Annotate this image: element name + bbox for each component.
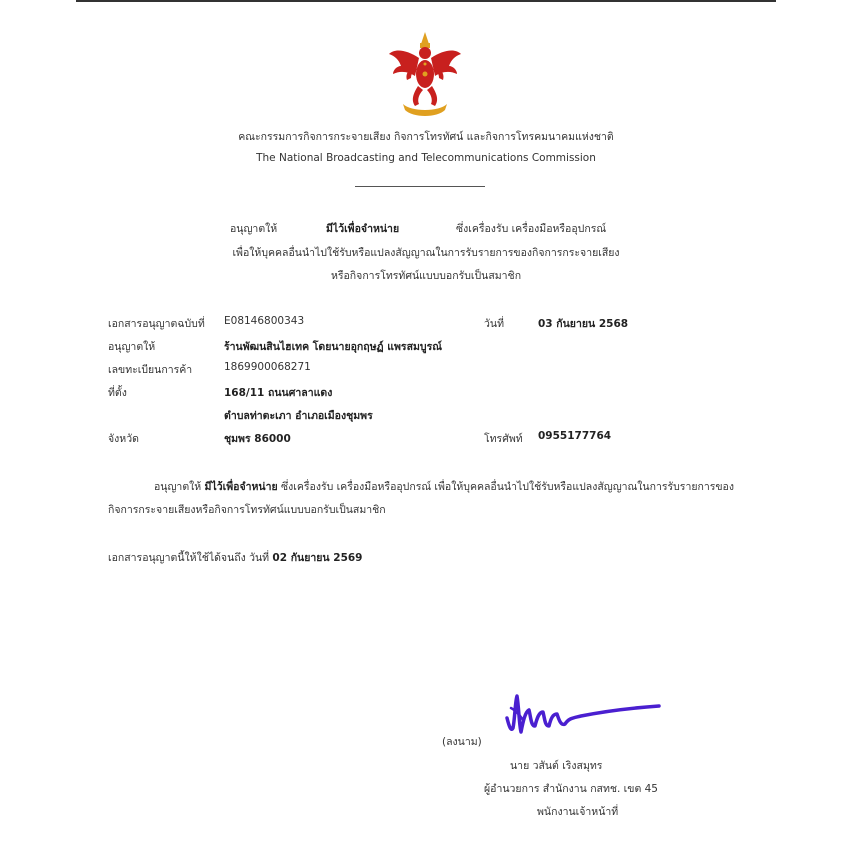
signer-position: ผู้อำนวยการ สำนักงาน กสทช. เขต 45	[484, 783, 658, 795]
province-value: ชุมพร 86000	[224, 433, 291, 445]
permit-suffix: ซึ่งเครื่องรับ เครื่องมือหรืออุปกรณ์	[456, 223, 607, 235]
reg-value: 1869900068271	[224, 361, 311, 373]
phone-value: 0955177764	[538, 430, 612, 442]
permit-prefix: อนุญาตให้	[230, 223, 278, 235]
validity-prefix: เอกสารอนุญาตนี้ให้ใช้ได้จนถึง วันที่	[108, 552, 270, 564]
date-label: วันที่	[484, 318, 504, 330]
sign-label: (ลงนาม)	[442, 736, 482, 748]
org-name-thai: คณะกรรมการกิจการกระจายเสียง กิจการโทรทัศน์ และกิจการโทรคมนาคมแห่งชาติ	[238, 131, 614, 143]
province-label: จังหวัด	[108, 433, 139, 445]
handwritten-signature	[501, 688, 661, 736]
address-label: ที่ตั้ง	[108, 387, 127, 399]
top-border	[76, 0, 776, 2]
reg-label: เลขทะเบียนการค้า	[108, 364, 193, 376]
body-purpose: มีไว้เพื่อจำหน่าย	[204, 481, 278, 493]
garuda-emblem-icon	[385, 30, 465, 120]
phone-label: โทรศัพท์	[484, 433, 523, 445]
body-paragraph-line-2: กิจการกระจายเสียงหรือกิจการโทรทัศน์แบบบอกรับเป็นสมาชิก	[108, 504, 386, 516]
body-paragraph-line-1	[154, 478, 734, 495]
permit-line-2: เพื่อให้บุคคลอื่นนำไปใช้รับหรือแปลงสัญญาณในการรับรายการของกิจการกระจายเสียง	[232, 247, 620, 259]
org-name-english: The National Broadcasting and Telecommunications Commission	[256, 152, 596, 164]
signer-role: พนักงานเจ้าหน้าที่	[537, 806, 619, 818]
grantee-label: อนุญาตให้	[108, 341, 156, 353]
address-line-2: ตำบลท่าตะเภา อำเภอเมืองชุมพร	[224, 410, 373, 422]
signer-name: นาย วสันต์ เริงสมุทร	[510, 760, 603, 772]
doc-no-label: เอกสารอนุญาตฉบับที่	[108, 318, 205, 330]
permit-line-3: หรือกิจการโทรทัศน์แบบบอกรับเป็นสมาชิก	[330, 270, 522, 282]
header-divider	[355, 186, 485, 187]
validity-date: 02 กันยายน 2569	[272, 552, 363, 564]
grantee-value: ร้านพัฒนสินไฮเทค โดยนายอุกฤษฏ์ แพรสมบูรณ์	[224, 341, 442, 353]
date-value: 03 กันยายน 2568	[538, 318, 629, 330]
address-line-1: 168/11 ถนนศาลาแดง	[224, 387, 333, 399]
permit-purpose: มีไว้เพื่อจำหน่าย	[326, 223, 400, 235]
permit-document	[76, 0, 776, 852]
validity-statement	[108, 549, 362, 566]
body-prefix: อนุญาตให้	[154, 481, 202, 493]
body-rest: ซึ่งเครื่องรับ เครื่องมือหรืออุปกรณ์ เพื่อให้บุคคลอื่นนำไปใช้รับหรือแปลงสัญญาณในการรับรายการของ	[281, 481, 734, 493]
doc-no-value: E08146800343	[224, 315, 305, 327]
